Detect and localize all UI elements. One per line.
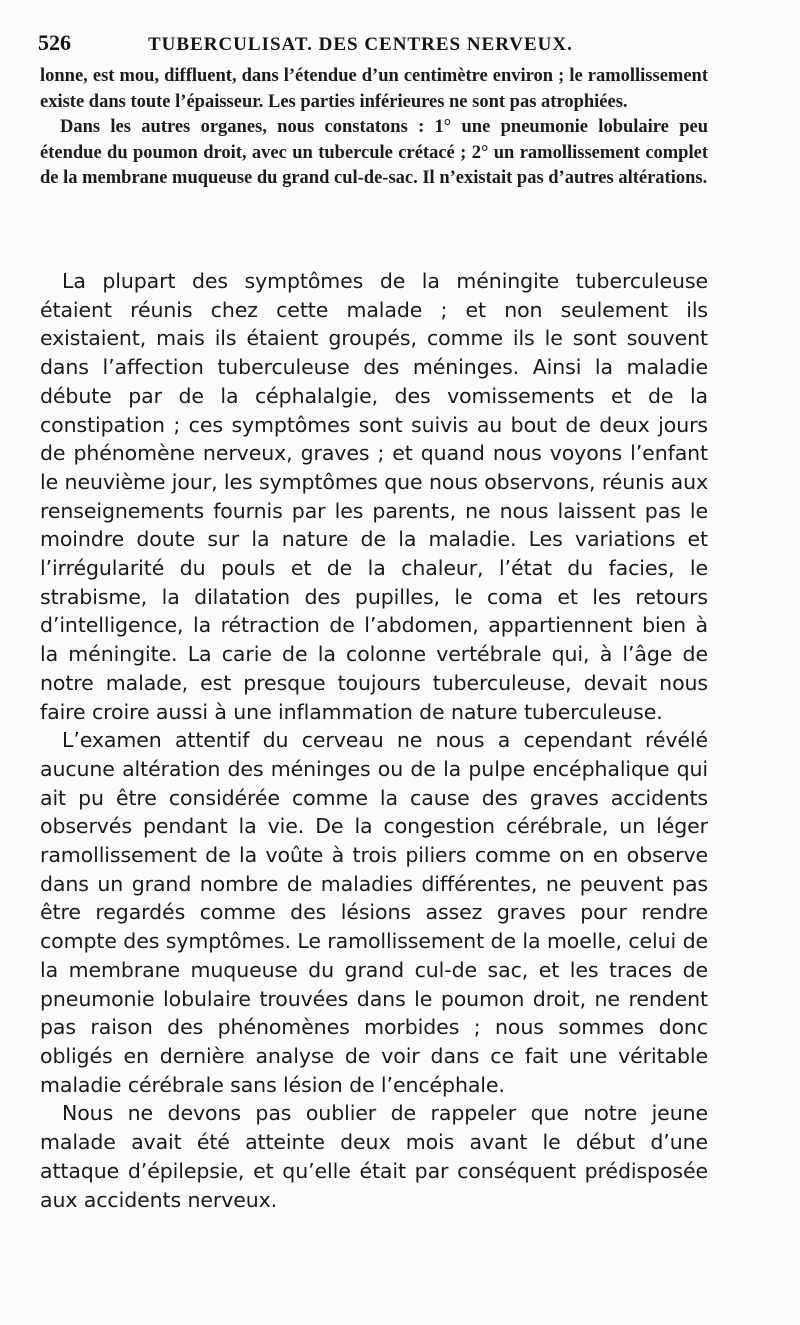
observation-text (40, 64, 708, 192)
page-number: 526 (38, 30, 71, 55)
observation-paragraph-1: lonne, est mou, diffluent, dans l’étendue d’un centimètre environ ; le ramollissement existe dans toute l’épaisseur. Les parties inférieures ne sont pas atrophiées. (40, 66, 708, 112)
commentary-paragraph-3: Nous ne devons pas oublier de rappeler que notre jeune malade avait été atteinte deux mois avant le début d’une attaque d’épilepsie, et qu’elle était par conséquent prédisposée aux accidents nerveux. (40, 1101, 708, 1212)
page-header (38, 30, 710, 56)
commentary-text (40, 267, 708, 1214)
running-head: TUBERCULISAT. DES CENTRES NERVEUX. (148, 34, 573, 55)
commentary-paragraph-2: L’examen attentif du cerveau ne nous a cependant révélé aucune altération des méninges ou de la pulpe encéphalique qui ait pu être considérée comme la cause des graves accidents observés pendant la vie. De la congestion cérébrale, un léger ramollissement de la voûte à trois piliers comme on en observe dans un grand nombre de maladies différentes, ne peuvent pas être regardés comme des lésions assez graves pour rendre compte des symptômes. Le ramollissement de la moelle, celui de la membrane muqueuse du grand cul-de sac, et les traces de pneumonie lobulaire trouvées dans le poumon droit, ne rendent pas raison des phénomènes morbides ; nous sommes donc obligés en dernière analyse de voir dans ce fait une véritable maladie cérébrale sans lésion de l’encéphale. (40, 728, 708, 1097)
observation-paragraph-2: Dans les autres organes, nous constatons : 1° une pneumonie lobulaire peu étendue du poumon droit, avec un tubercule crétacé ; 2° un ramollissement complet de la membrane muqueuse du grand cul-de-sac. Il n’existait pas d’autres altérations. (40, 117, 708, 189)
commentary-paragraph-1: La plupart des symptômes de la méningite tuberculeuse étaient réunis chez cette malade ; et non seulement ils existaient, mais ils étaient groupés, comme ils le sont souvent dans l’affection tuberculeuse des méninges. Ainsi la maladie débute par de la céphalalgie, des vomissements et de la constipation ; ces symptômes sont suivis au bout de deux jours de phénomène nerveux, graves ; et quand nous voyons l’enfant le neuvième jour, les symptômes que nous observons, réunis aux renseignements fournis par les parents, ne nous laissent pas le moindre doute sur la nature de la maladie. Les variations et l’irrégularité du pouls et de la chaleur, l’état du facies, le strabisme, la dilatation des pupilles, le coma et les retours d’intelligence, la rétraction de l’abdomen, appartiennent bien à la méningite. La carie de la colonne vertébrale qui, à l’âge de notre malade, est presque toujours tuberculeuse, devait nous faire croire aussi à une inflammation de nature tuberculeuse. (40, 269, 708, 724)
